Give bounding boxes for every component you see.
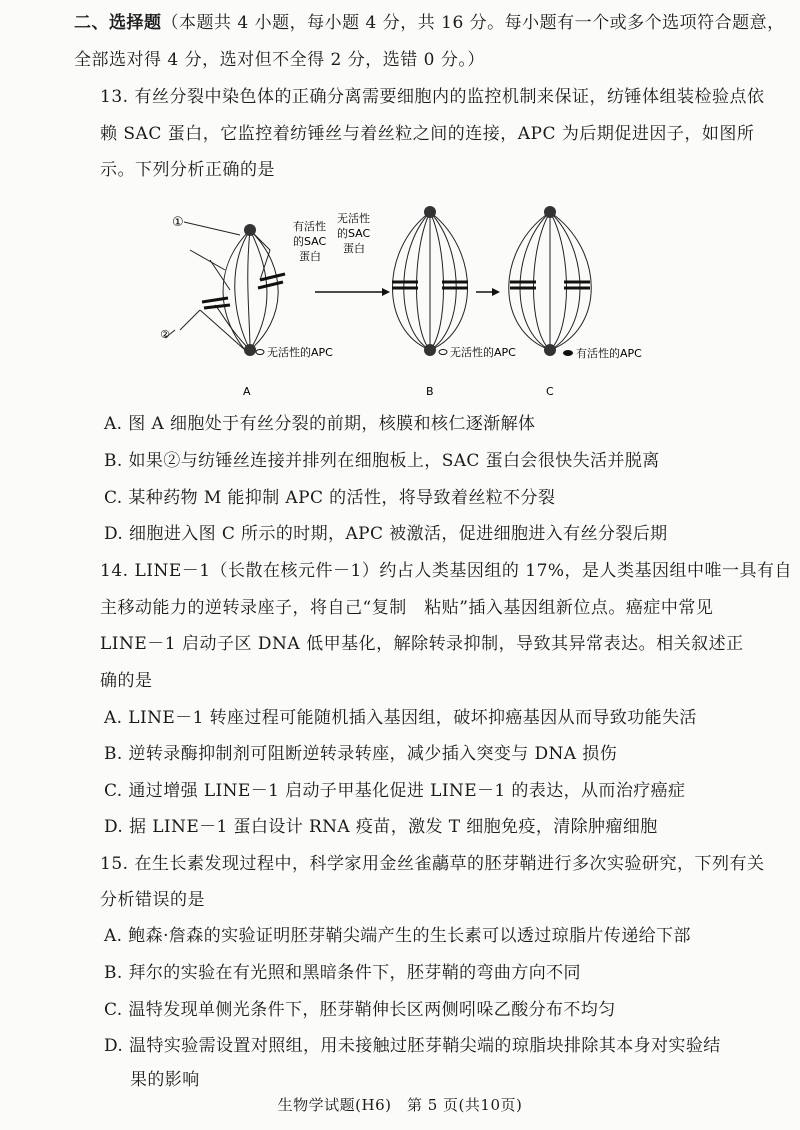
q15-option-d-continued: 果的影响 — [130, 1070, 200, 1090]
q15-option-b: B. 拜尔的实验在有光照和黑暗条件下，胚芽鞘的弯曲方向不同 — [104, 963, 581, 983]
q14-option-a: A. LINE－1 转座过程可能随机插入基因组，破坏抑癌基因从而导致功能失活 — [104, 708, 697, 728]
section-intro-2: 全部选对得 4 分，选对但不全得 2 分，选错 0 分。） — [74, 50, 485, 70]
mitosis-figure — [150, 190, 670, 405]
q13-option-c: C. 某种药物 M 能抑制 APC 的活性，将导致着丝粒不分裂 — [104, 488, 556, 508]
q13-option-a: A. 图 A 细胞处于有丝分裂的前期，核膜和核仁逐渐解体 — [104, 414, 536, 434]
centrosome-c-top — [544, 206, 556, 218]
q14-stem-2: 主移动能力的逆转录座子，将自己“复制 粘贴”插入基因组新位点。癌症中常见 — [100, 598, 714, 618]
active-sac-label-3: 蛋白 — [299, 250, 321, 263]
centrosome-c-bottom — [544, 344, 556, 356]
active-sac-label-2: 的SAC — [293, 235, 327, 248]
centrosome-a-top — [244, 224, 256, 236]
centrosome-b-top — [424, 206, 436, 218]
label-1: ① — [172, 215, 184, 230]
section-title: 二、选择题 — [74, 13, 162, 33]
q13-option-b: B. 如果②与纺锤丝连接并排列在细胞板上，SAC 蛋白会很快失活并脱离 — [104, 451, 660, 471]
arrow-b-c-head — [492, 288, 500, 296]
label-2: ② — [160, 328, 170, 341]
centrosome-b-bottom — [424, 344, 436, 356]
q14-option-c: C. 通过增强 LINE－1 启动子甲基化促进 LINE－1 的表达，从而治疗癌症 — [104, 781, 686, 801]
inactive-apc-a-label: 无活性的APC — [267, 346, 333, 359]
q15-option-c: C. 温特发现单侧光条件下，胚芽鞘伸长区两侧吲哚乙酸分布不均匀 — [104, 1000, 616, 1020]
inactive-apc-a-icon — [256, 350, 264, 355]
pointer-1 — [184, 222, 240, 235]
q14-stem-4: 确的是 — [100, 671, 153, 691]
arrow-a-b-head — [382, 288, 390, 296]
page-footer: 生物学试题(H6) 第 5 页(共10页) — [277, 1096, 523, 1114]
inactive-apc-b-icon — [439, 350, 447, 355]
q14-option-b: B. 逆转录酶抑制剂可阻断逆转录转座，减少插入突变与 DNA 损伤 — [104, 744, 618, 764]
inactive-apc-b-label: 无活性的APC — [450, 346, 516, 359]
mitosis-diagram — [150, 190, 670, 405]
section-intro-1: （本题共 4 小题，每小题 4 分，共 16 分。每小题有一个或多个选项符合题意， — [161, 13, 785, 33]
q15-option-d: D. 温特实验需设置对照组，用未接触过胚芽鞘尖端的琼脂块排除其本身对实验结 — [104, 1036, 721, 1056]
inactive-sac-label-1: 无活性 — [337, 212, 370, 225]
centrosome-a-bottom — [244, 344, 256, 356]
panel-c-label: C — [546, 385, 554, 398]
q15-stem-1: 15. 在生长素发现过程中，科学家用金丝雀虉草的胚芽鞘进行多次实验研究，下列有关 — [100, 854, 765, 874]
q13-stem-3: 示。下列分析正确的是 — [100, 160, 275, 180]
inactive-sac-label-3: 蛋白 — [343, 242, 365, 255]
cell-a — [165, 230, 278, 350]
q14-stem-3: LINE－1 启动子区 DNA 低甲基化，解除转录抑制，导致其异常表达。相关叙述正 — [100, 634, 744, 654]
inactive-sac-label-2: 的SAC — [337, 227, 371, 240]
active-apc-icon — [563, 350, 573, 356]
q14-option-d: D. 据 LINE－1 蛋白设计 RNA 疫苗，激发 T 细胞免疫，清除肿瘤细胞 — [104, 817, 658, 837]
q13-stem-2: 赖 SAC 蛋白，它监控着纺锤丝与着丝粒之间的连接，APC 为后期促进因子，如图所 — [100, 124, 755, 144]
panel-b-label: B — [426, 385, 434, 398]
q14-stem-1: 14. LINE－1（长散在核元件－1）约占人类基因组的 17%，是人类基因组中唯一具有自 — [100, 561, 793, 581]
chromosomes-a — [202, 274, 285, 308]
q13-option-d: D. 细胞进入图 C 所示的时期，APC 被激活，促进细胞进入有丝分裂后期 — [104, 524, 668, 544]
q15-option-a: A. 鲍森·詹森的实验证明胚芽鞘尖端产生的生长素可以透过琼脂片传递给下部 — [104, 926, 691, 946]
section-header — [74, 12, 785, 34]
active-apc-label: 有活性的APC — [576, 347, 642, 360]
q15-stem-2: 分析错误的是 — [100, 890, 205, 910]
q13-stem-1: 13. 有丝分裂中染色体的正确分离需要细胞内的监控机制来保证，纺锤体组装检验点依 — [100, 87, 765, 107]
active-sac-label-1: 有活性 — [293, 220, 326, 233]
panel-a-label: A — [243, 385, 251, 398]
